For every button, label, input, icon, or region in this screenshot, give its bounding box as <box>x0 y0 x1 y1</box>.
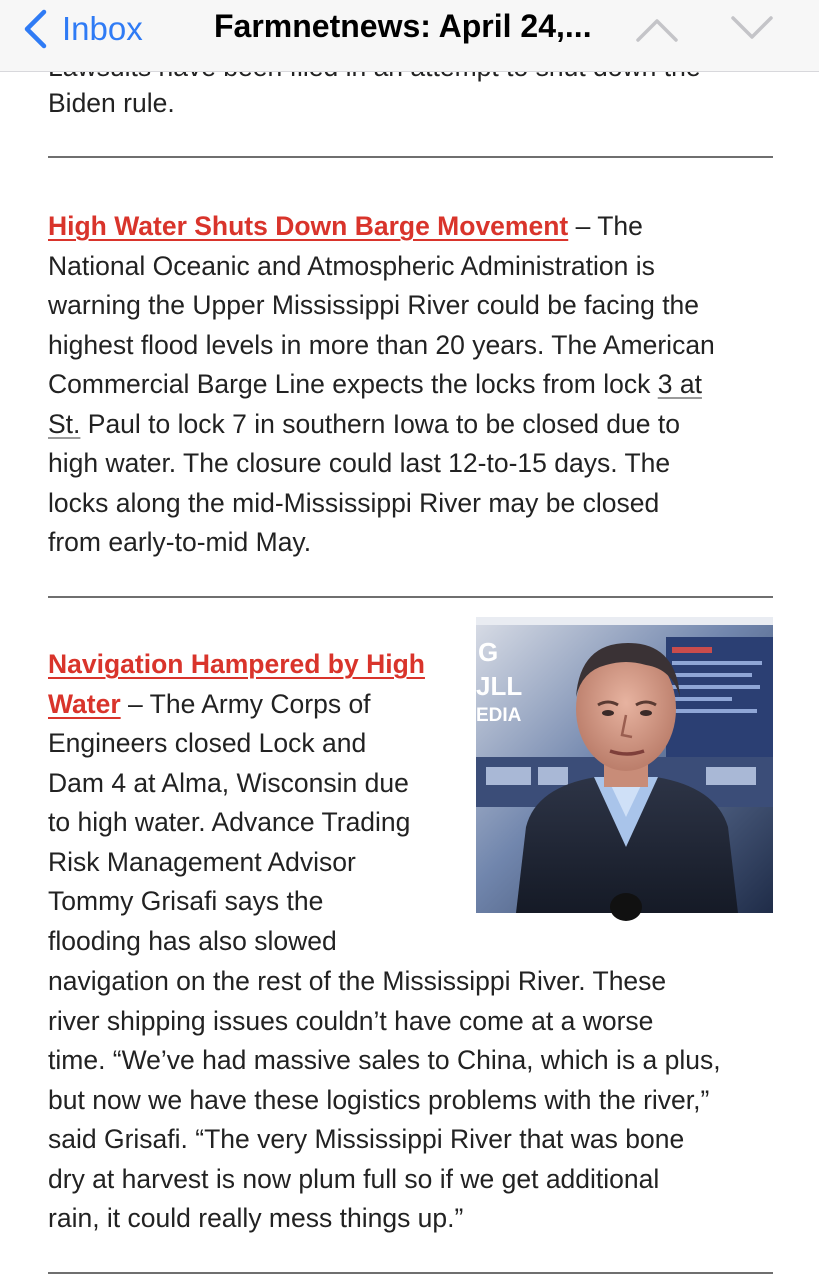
body-text: navigation on the rest of the Mississippi River. These <box>48 966 667 996</box>
body-text: river shipping issues couldn’t have come at a worse <box>48 1005 654 1036</box>
body-text: Risk Management Advisor <box>48 846 356 877</box>
body-text: but now we have these logistics problems with the river,” <box>48 1084 710 1115</box>
body-text: from early-to-mid May. <box>48 527 312 557</box>
body-text: – The <box>568 211 643 241</box>
back-label: Inbox <box>62 10 143 47</box>
body-text: flooding has also slowed <box>48 925 337 956</box>
body-text: rain, it could really mess things up.” <box>48 1203 464 1233</box>
body-text: time. “We’ve had massive sales to China, which is a plus, <box>48 1045 721 1075</box>
body-text: Engineers closed Lock and <box>48 728 367 758</box>
back-to-inbox-button[interactable] <box>22 6 143 52</box>
article-high-water <box>48 207 774 563</box>
article-divider <box>48 1272 773 1274</box>
photo-backdrop-text: JLL <box>476 671 523 701</box>
body-text: Tommy Grisafi says the <box>48 886 324 916</box>
chevron-left-icon <box>22 9 48 49</box>
article-divider <box>48 156 773 158</box>
article-divider <box>48 596 773 598</box>
chevron-down-icon[interactable] <box>729 12 775 46</box>
body-text: said Grisafi. “The very Mississippi River that was bone <box>48 1124 685 1154</box>
body-text: Commercial Barge Line expects the locks from lock <box>48 369 658 399</box>
article-headline-link[interactable]: Navigation Hampered by High <box>48 649 425 679</box>
body-text: locks along the mid-Mississippi River may be closed <box>48 487 660 518</box>
article-body-continued <box>48 962 774 1239</box>
body-text: to high water. Advance Trading <box>48 807 411 837</box>
article-navigation-hampered <box>48 645 468 961</box>
body-text: warning the Upper Mississippi River could be facing the <box>48 290 700 320</box>
detected-address-link[interactable]: St. <box>48 408 81 439</box>
body-text: Paul to lock 7 in southern Iowa to be closed due to <box>80 408 680 439</box>
previous-article-end: Biden rule. <box>48 88 175 118</box>
body-text: dry at harvest is now plum full so if we get additional <box>48 1163 660 1194</box>
portrait-image <box>476 617 773 913</box>
photo-backdrop-text: EDIA <box>476 705 522 726</box>
navigation-bar <box>0 0 819 72</box>
body-text: Dam 4 at Alma, Wisconsin due <box>48 767 409 798</box>
detected-address-link[interactable]: 3 at <box>657 369 702 399</box>
photo-backdrop-text: G <box>478 637 499 667</box>
message-subject-title: Farmnetnews: April 24,... <box>214 8 592 44</box>
article-headline-link[interactable]: High Water Shuts Down Barge Movement <box>48 211 569 241</box>
body-text: National Oceanic and Atmospheric Administration is <box>48 250 655 281</box>
body-text: high water. The closure could last 12-to-15 days. The <box>48 448 671 478</box>
chevron-up-icon[interactable] <box>634 12 680 46</box>
article-headline-link[interactable]: Water <box>48 688 121 719</box>
body-text: – The Army Corps of <box>120 688 371 719</box>
body-text: highest flood levels in more than 20 years. The American <box>48 329 715 360</box>
article-photo[interactable] <box>476 617 773 913</box>
